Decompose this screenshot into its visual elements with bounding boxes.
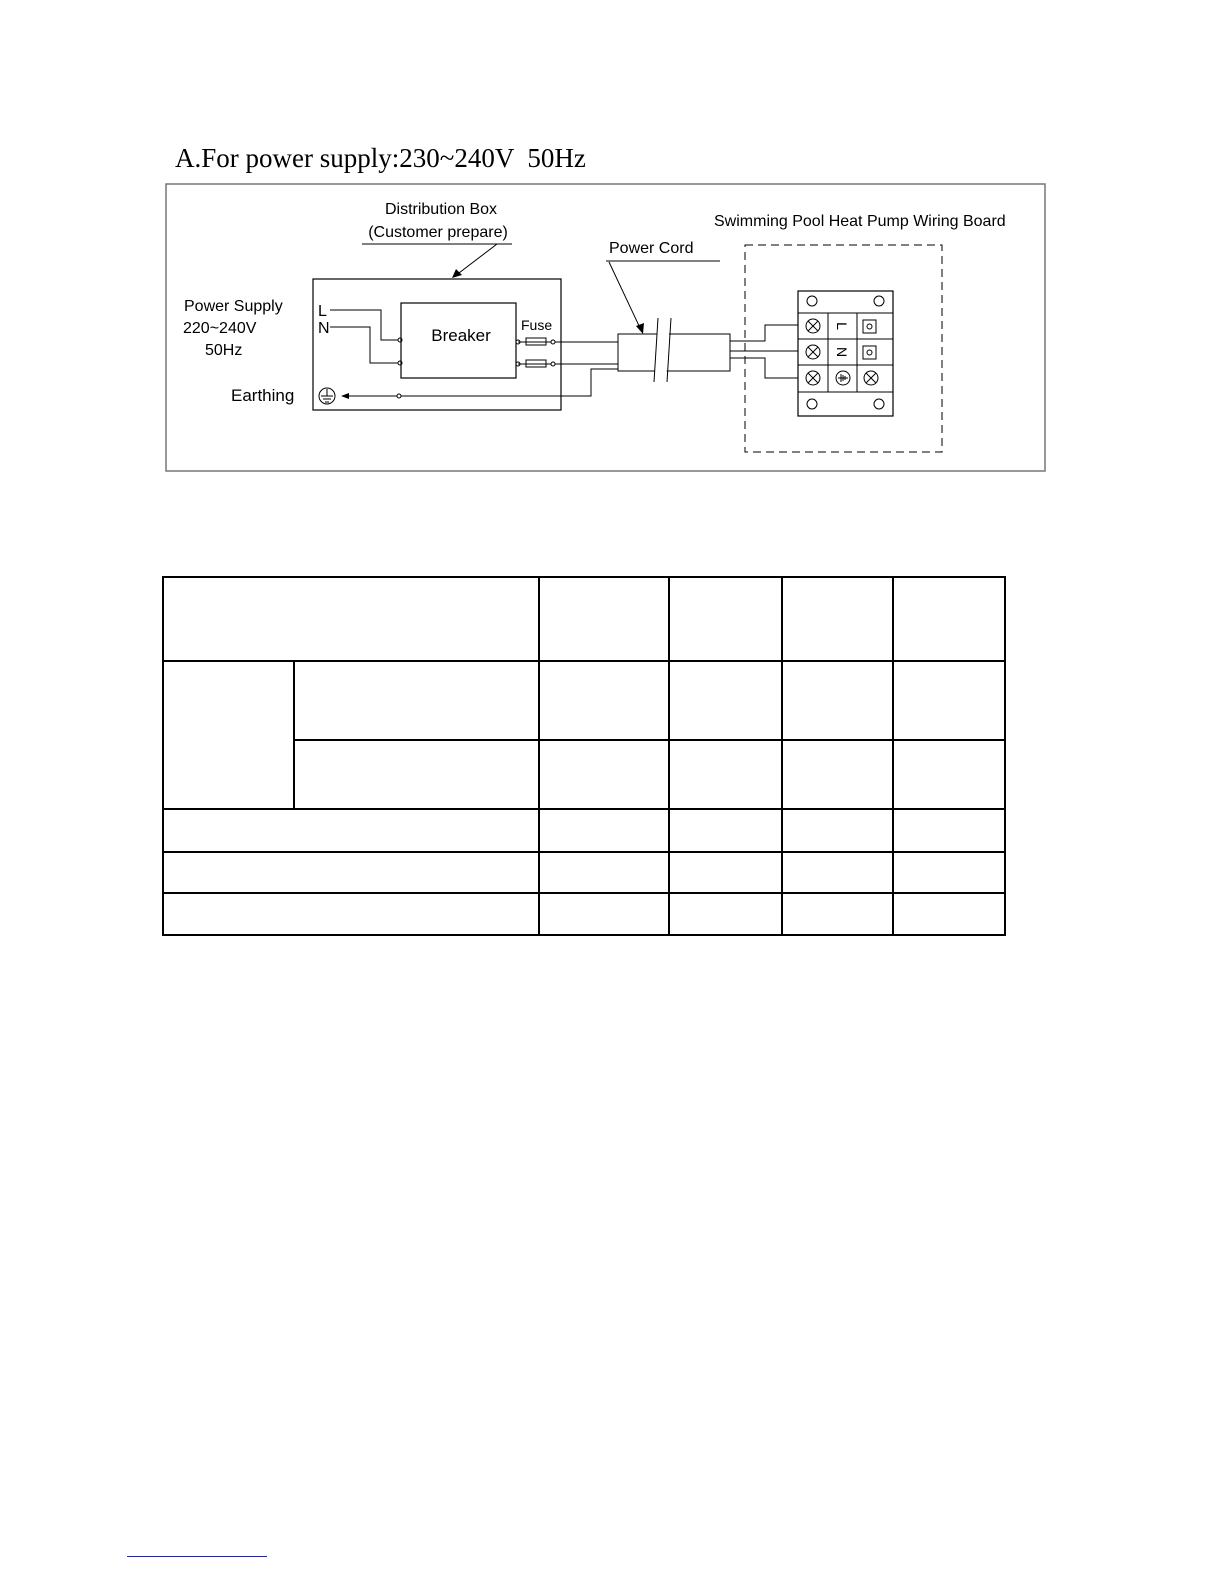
mounting-hole-icon (807, 399, 817, 409)
table-row (163, 577, 1005, 661)
live-label: L (318, 303, 327, 320)
earth-terminal-icon (836, 371, 850, 385)
table-cell (669, 661, 782, 740)
mounting-hole-icon (874, 296, 884, 306)
table-row (163, 809, 1005, 852)
mounting-hole-icon (874, 399, 884, 409)
screw-terminal-icon (806, 371, 820, 385)
table-cell (893, 661, 1005, 740)
table-cell (163, 852, 539, 893)
table-cell (782, 893, 893, 935)
table-cell (163, 577, 539, 661)
diagram-heading: A.For power supply:230~240V 50Hz (175, 143, 586, 173)
wiring-board-label: Swimming Pool Heat Pump Wiring Board (714, 213, 1006, 230)
table-cell (669, 893, 782, 935)
power-cord-label: Power Cord (609, 240, 694, 257)
table-cell (539, 577, 669, 661)
table-cell (893, 740, 1005, 809)
table-cell (669, 809, 782, 852)
table-cell (782, 577, 893, 661)
table-cell (539, 852, 669, 893)
earth-wire (343, 369, 618, 396)
table-row (163, 893, 1005, 935)
table-cell (782, 809, 893, 852)
terminal-block (798, 291, 893, 416)
terminal-label-n: N (834, 346, 850, 358)
table-cell (294, 661, 539, 740)
screw-terminal-icon (864, 371, 878, 385)
fuse-icon (518, 338, 555, 345)
wiring-diagram (0, 0, 1225, 560)
table-cell (669, 577, 782, 661)
earth-wire-arrow-icon (341, 393, 349, 399)
table-cell (782, 661, 893, 740)
board-wire-earth (730, 358, 800, 378)
mounting-hole-icon (807, 296, 817, 306)
distribution-box-sublabel: (Customer prepare) (368, 224, 508, 241)
fuse-label: Fuse (521, 317, 553, 333)
table-cell (163, 661, 294, 809)
breaker-label: Breaker (431, 326, 491, 345)
earthing-label: Earthing (231, 386, 295, 405)
screw-terminal-icon (806, 319, 820, 333)
power-supply-voltage: 220~240V (183, 320, 257, 337)
table-cell (669, 852, 782, 893)
screw-terminal-icon (806, 345, 820, 359)
footnote-rule (127, 1556, 267, 1557)
earth-wire-terminal (397, 394, 401, 398)
table-cell (163, 893, 539, 935)
table-cell (294, 740, 539, 809)
fuse-icon (518, 360, 555, 367)
table-cell (539, 893, 669, 935)
live-input-wire (330, 310, 398, 340)
table-cell (539, 809, 669, 852)
power-cord-leader (609, 262, 641, 330)
table-cell (539, 661, 669, 740)
distribution-box-arrow-icon (452, 269, 462, 278)
table-row (163, 852, 1005, 893)
table-row (163, 661, 1005, 740)
distribution-box-label: Distribution Box (384, 201, 498, 218)
power-cord-arrow-icon (636, 323, 644, 334)
specification-table (162, 576, 1006, 936)
table-cell (893, 809, 1005, 852)
table-cell (782, 852, 893, 893)
neutral-input-wire (330, 327, 398, 363)
board-wire-l (730, 325, 800, 341)
power-supply-frequency: 50Hz (205, 342, 243, 359)
table-cell (782, 740, 893, 809)
earth-ground-icon (319, 388, 335, 404)
table-cell (893, 893, 1005, 935)
table-cell (893, 577, 1005, 661)
power-cord (618, 318, 730, 382)
distribution-box-leader (455, 244, 497, 276)
neutral-label: N (318, 320, 330, 337)
terminal-label-l: L (834, 322, 850, 330)
table-cell (893, 852, 1005, 893)
square-terminal-icon (863, 346, 876, 359)
square-terminal-icon (863, 320, 876, 333)
table-cell (163, 809, 539, 852)
power-supply-label: Power Supply (184, 298, 283, 315)
table-cell (669, 740, 782, 809)
table-cell (539, 740, 669, 809)
